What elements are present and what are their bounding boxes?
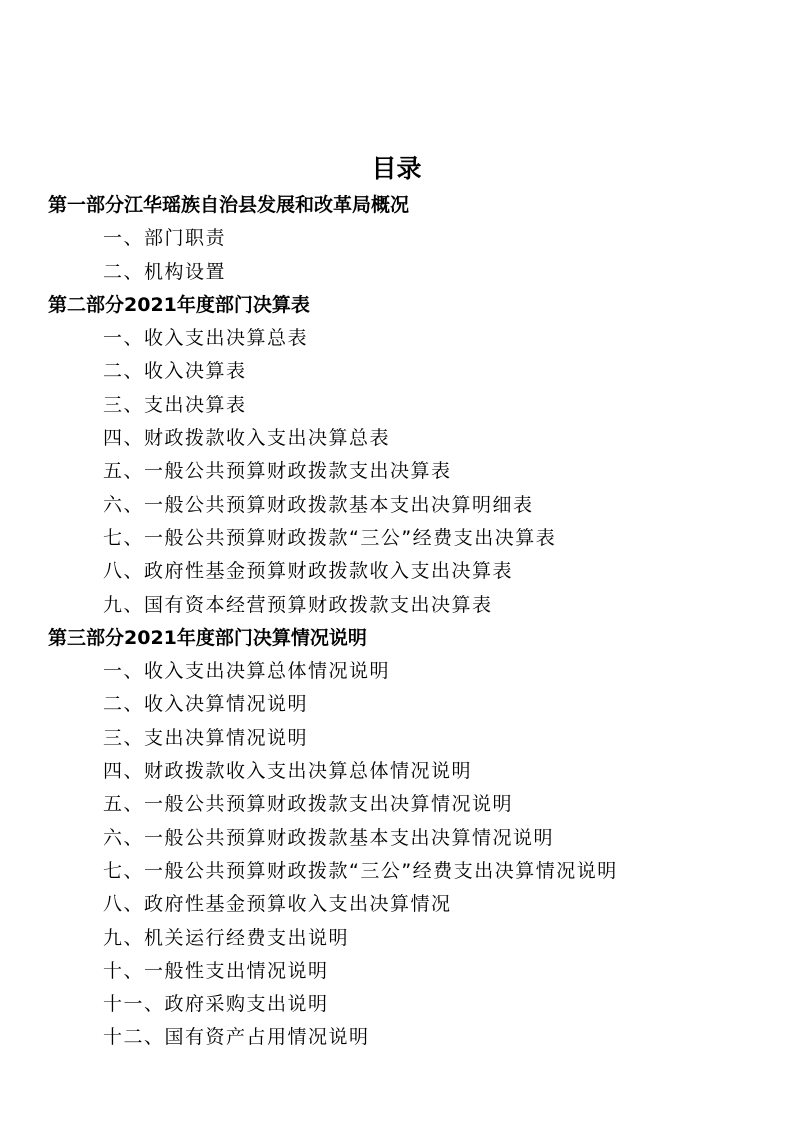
toc-item: 九、国有资本经营预算财政拨款支出决算表: [103, 593, 493, 616]
toc-item: 七、一般公共预算财政拨款“三公”经费支出决算表: [103, 526, 557, 549]
toc-item: 三、支出决算表: [103, 393, 247, 416]
toc-item: 五、一般公共预算财政拨款支出决算表: [103, 460, 452, 483]
toc-item: 六、一般公共预算财政拨款基本支出决算情况说明: [103, 826, 555, 849]
toc-item: 一、收入支出决算总表: [103, 327, 309, 350]
toc-item: 五、一般公共预算财政拨款支出决算情况说明: [103, 793, 514, 816]
toc-item: 四、财政拨款收入支出决算总表: [103, 427, 391, 450]
toc-list: [0, 189, 793, 1055]
toc-item: 四、财政拨款收入支出决算总体情况说明: [103, 760, 473, 783]
toc-item: 十一、政府采购支出说明: [103, 993, 329, 1016]
toc-item: 二、机构设置: [103, 260, 227, 283]
toc-item: 八、政府性基金预算财政拨款收入支出决算表: [103, 560, 514, 583]
toc-item: 二、收入决算表: [103, 360, 247, 383]
toc-item: 十、一般性支出情况说明: [103, 959, 329, 982]
toc-item: 一、部门职责: [103, 227, 227, 250]
toc-title: 目录: [371, 154, 422, 183]
toc-item: 八、政府性基金预算收入支出决算情况: [103, 893, 452, 916]
toc-item: 十二、国有资产占用情况说明: [103, 1026, 370, 1049]
toc-item: 六、一般公共预算财政拨款基本支出决算明细表: [103, 493, 534, 516]
toc-part-2-heading: 第二部分2021年度部门决算表: [48, 293, 310, 316]
toc-item: 三、支出决算情况说明: [103, 726, 309, 749]
toc-item: 一、收入支出决算总体情况说明: [103, 660, 391, 683]
toc-item: 二、收入决算情况说明: [103, 693, 309, 716]
toc-item: 九、机关运行经费支出说明: [103, 926, 350, 949]
toc-part-1-heading: 第一部分江华瑶族自治县发展和改革局概况: [48, 194, 410, 216]
toc-item: 七、一般公共预算财政拨款“三公”经费支出决算情况说明: [103, 859, 618, 882]
toc-part-3-heading: 第三部分2021年度部门决算情况说明: [48, 626, 367, 649]
